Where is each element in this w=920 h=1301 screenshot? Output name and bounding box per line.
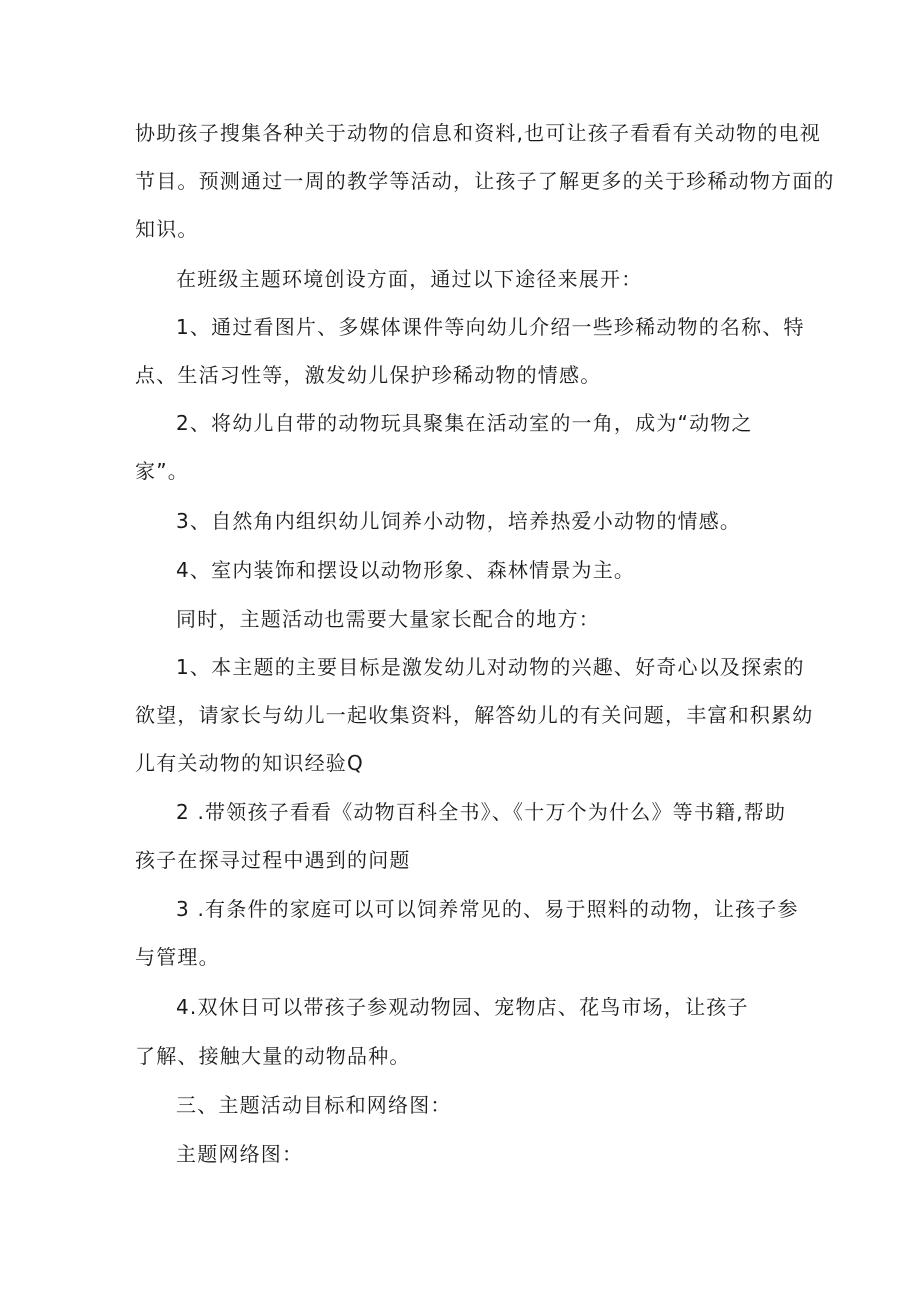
text-line: 协助孩子搜集各种关于动物的信息和资料,也可让孩子看看有关动物的电视 [135, 121, 821, 145]
text-line: 2、将幼儿自带的动物玩具聚集在活动室的一角，成为“动物之 [176, 411, 753, 435]
text-line: 欲望，请家长与幼儿一起收集资料，解答幼儿的有关问题，丰富和积累幼 [135, 703, 814, 727]
text-line: 主题网络图： [176, 1142, 304, 1166]
text-line: 节目。预测通过一周的教学等活动，让孩子了解更多的关于珍稀动物方面的 [135, 169, 835, 193]
text-line: 孩子在探寻过程中遇到的问题 [135, 848, 411, 872]
text-line: 3 .有条件的家庭可以可以饲养常见的、易于照料的动物，让孩子参 [176, 897, 799, 921]
text-line: 2 .带领孩子看看《动物百科全书》、《十万个为什么》等书籍,帮助 [176, 800, 787, 824]
text-line: 知识。 [135, 217, 199, 241]
text-line: 家”。 [135, 459, 189, 483]
text-line: 了解、接触大量的动物品种。 [135, 1044, 411, 1068]
text-line: 点、生活习性等，激发幼儿保护珍稀动物的情感。 [135, 363, 602, 387]
text-line: 1、通过看图片、多媒体课件等向幼儿介绍一些珍稀动物的名称、特 [176, 315, 805, 339]
text-line: 1、本主题的主要目标是激发幼儿对动物的兴趣、好奇心以及探索的 [176, 655, 805, 679]
text-line: 4.双休日可以带孩子参观动物园、宠物店、花鸟市场，让孩子 [176, 995, 749, 1019]
text-line: 4、室内装饰和摆设以动物形象、森林情景为主。 [176, 558, 636, 582]
text-line: 儿有关动物的知识经验Q [135, 751, 364, 775]
text-line: 三、主题活动目标和网络图： [176, 1093, 452, 1117]
text-line: 与管理。 [135, 945, 220, 969]
text-line: 3、自然角内组织幼儿饲养小动物，培养热爱小动物的情感。 [176, 509, 742, 533]
text-line: 在班级主题环境创设方面，通过以下途径来展开： [176, 267, 643, 291]
text-line: 同时，主题活动也需要大量家长配合的地方： [176, 607, 600, 631]
